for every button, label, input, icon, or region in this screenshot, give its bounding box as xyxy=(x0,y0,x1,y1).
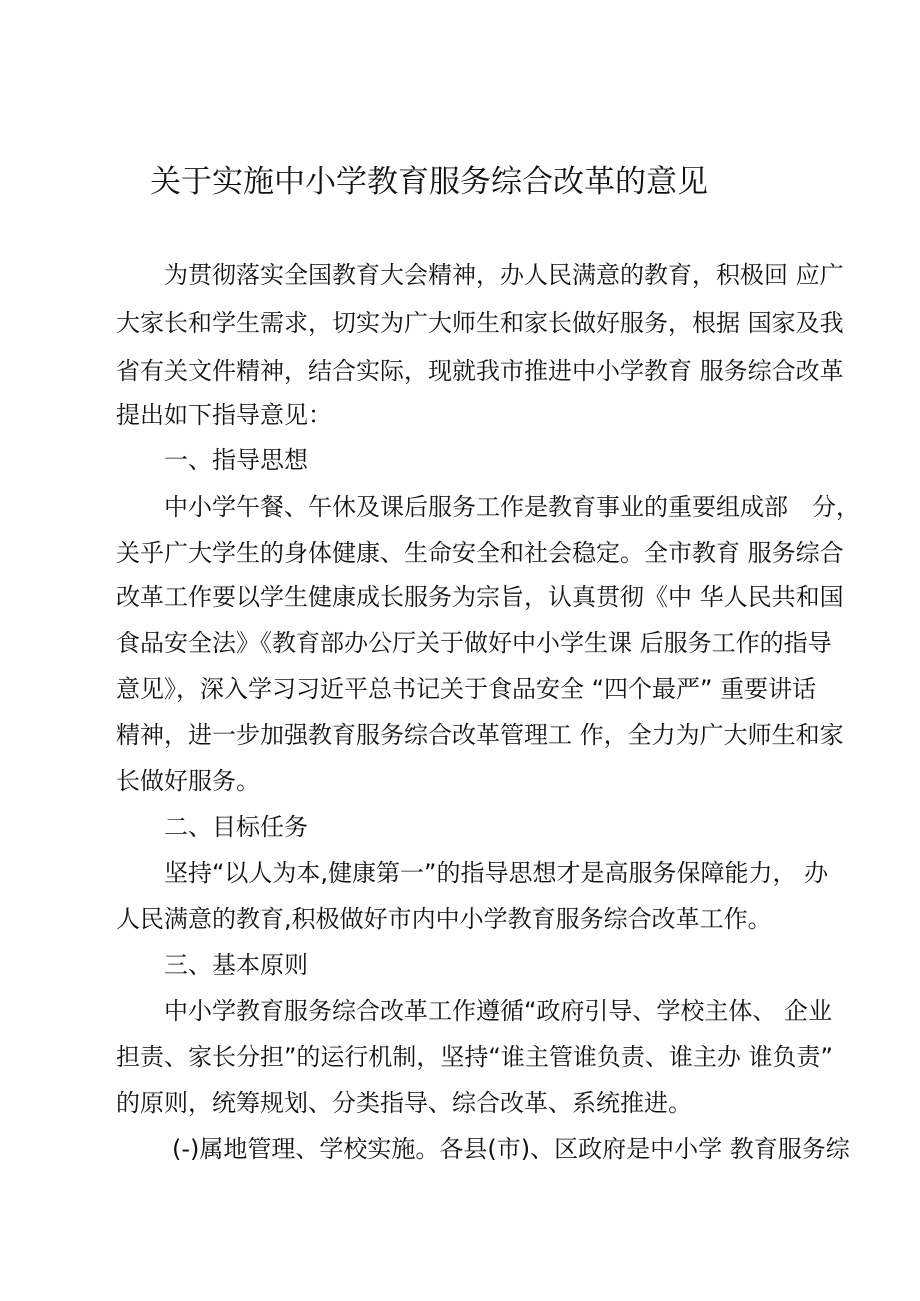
paragraph-line: 改革工作要以学生健康成长服务为宗旨，认真贯彻《中 华人民共和国 xyxy=(116,583,844,611)
paragraph-line: 担责、家长分担”的运行机制，坚持“谁主管谁负责、谁主办 谁负责” xyxy=(116,1043,833,1071)
paragraph-line: 关乎广大学生的身体健康、生命安全和社会稳定。全市教育 服务综合 xyxy=(116,539,844,567)
section-heading: 三、基本原则 xyxy=(164,951,308,979)
paragraph-line: 的原则，统筹规划、分类指导、综合改革、系统推进。 xyxy=(116,1089,692,1117)
paragraph-line: 人民满意的教育,积极做好市内中小学教育服务综合改革工作。 xyxy=(116,905,772,933)
paragraph-line: 中小学午餐、午休及课后服务工作是教育事业的重要组成部 分， xyxy=(164,493,860,521)
paragraph-line: 意见》，深入学习习近平总书记关于食品安全 “四个最严” 重要讲话 xyxy=(116,675,817,703)
paragraph-line: (-)属地管理、学校实施。各县(市)、区政府是中小学 教育服务综 xyxy=(172,1135,850,1163)
paragraph-line: 精神，进一步加强教育服务综合改革管理工 作，全力为广大师生和家 xyxy=(116,721,844,749)
document-title: 关于实施中小学教育服务综合改革的意见 xyxy=(150,164,708,200)
paragraph-line: 大家长和学生需求，切实为广大师生和家长做好服务，根据 国家及我 xyxy=(116,309,844,337)
paragraph-line: 食品安全法》《教育部办公厅关于做好中小学生课 后服务工作的指导 xyxy=(116,629,832,657)
paragraph-line: 为贯彻落实全国教育大会精神，办人民满意的教育，积极回 应广 xyxy=(164,261,844,289)
paragraph-line: 长做好服务。 xyxy=(116,767,260,795)
section-heading: 一、指导思想 xyxy=(164,446,308,474)
paragraph-line: 提出如下指导意见： xyxy=(116,401,332,429)
paragraph-line: 坚持“以人为本,健康第一”的指导思想才是高服务保障能力， 办 xyxy=(164,859,829,887)
section-heading: 二、目标任务 xyxy=(164,813,308,841)
paragraph-line: 省有关文件精神，结合实际，现就我市推进中小学教育 服务综合改革 xyxy=(116,357,844,385)
paragraph-line: 中小学教育服务综合改革工作遵循“政府引导、学校主体、 企业 xyxy=(164,997,833,1025)
